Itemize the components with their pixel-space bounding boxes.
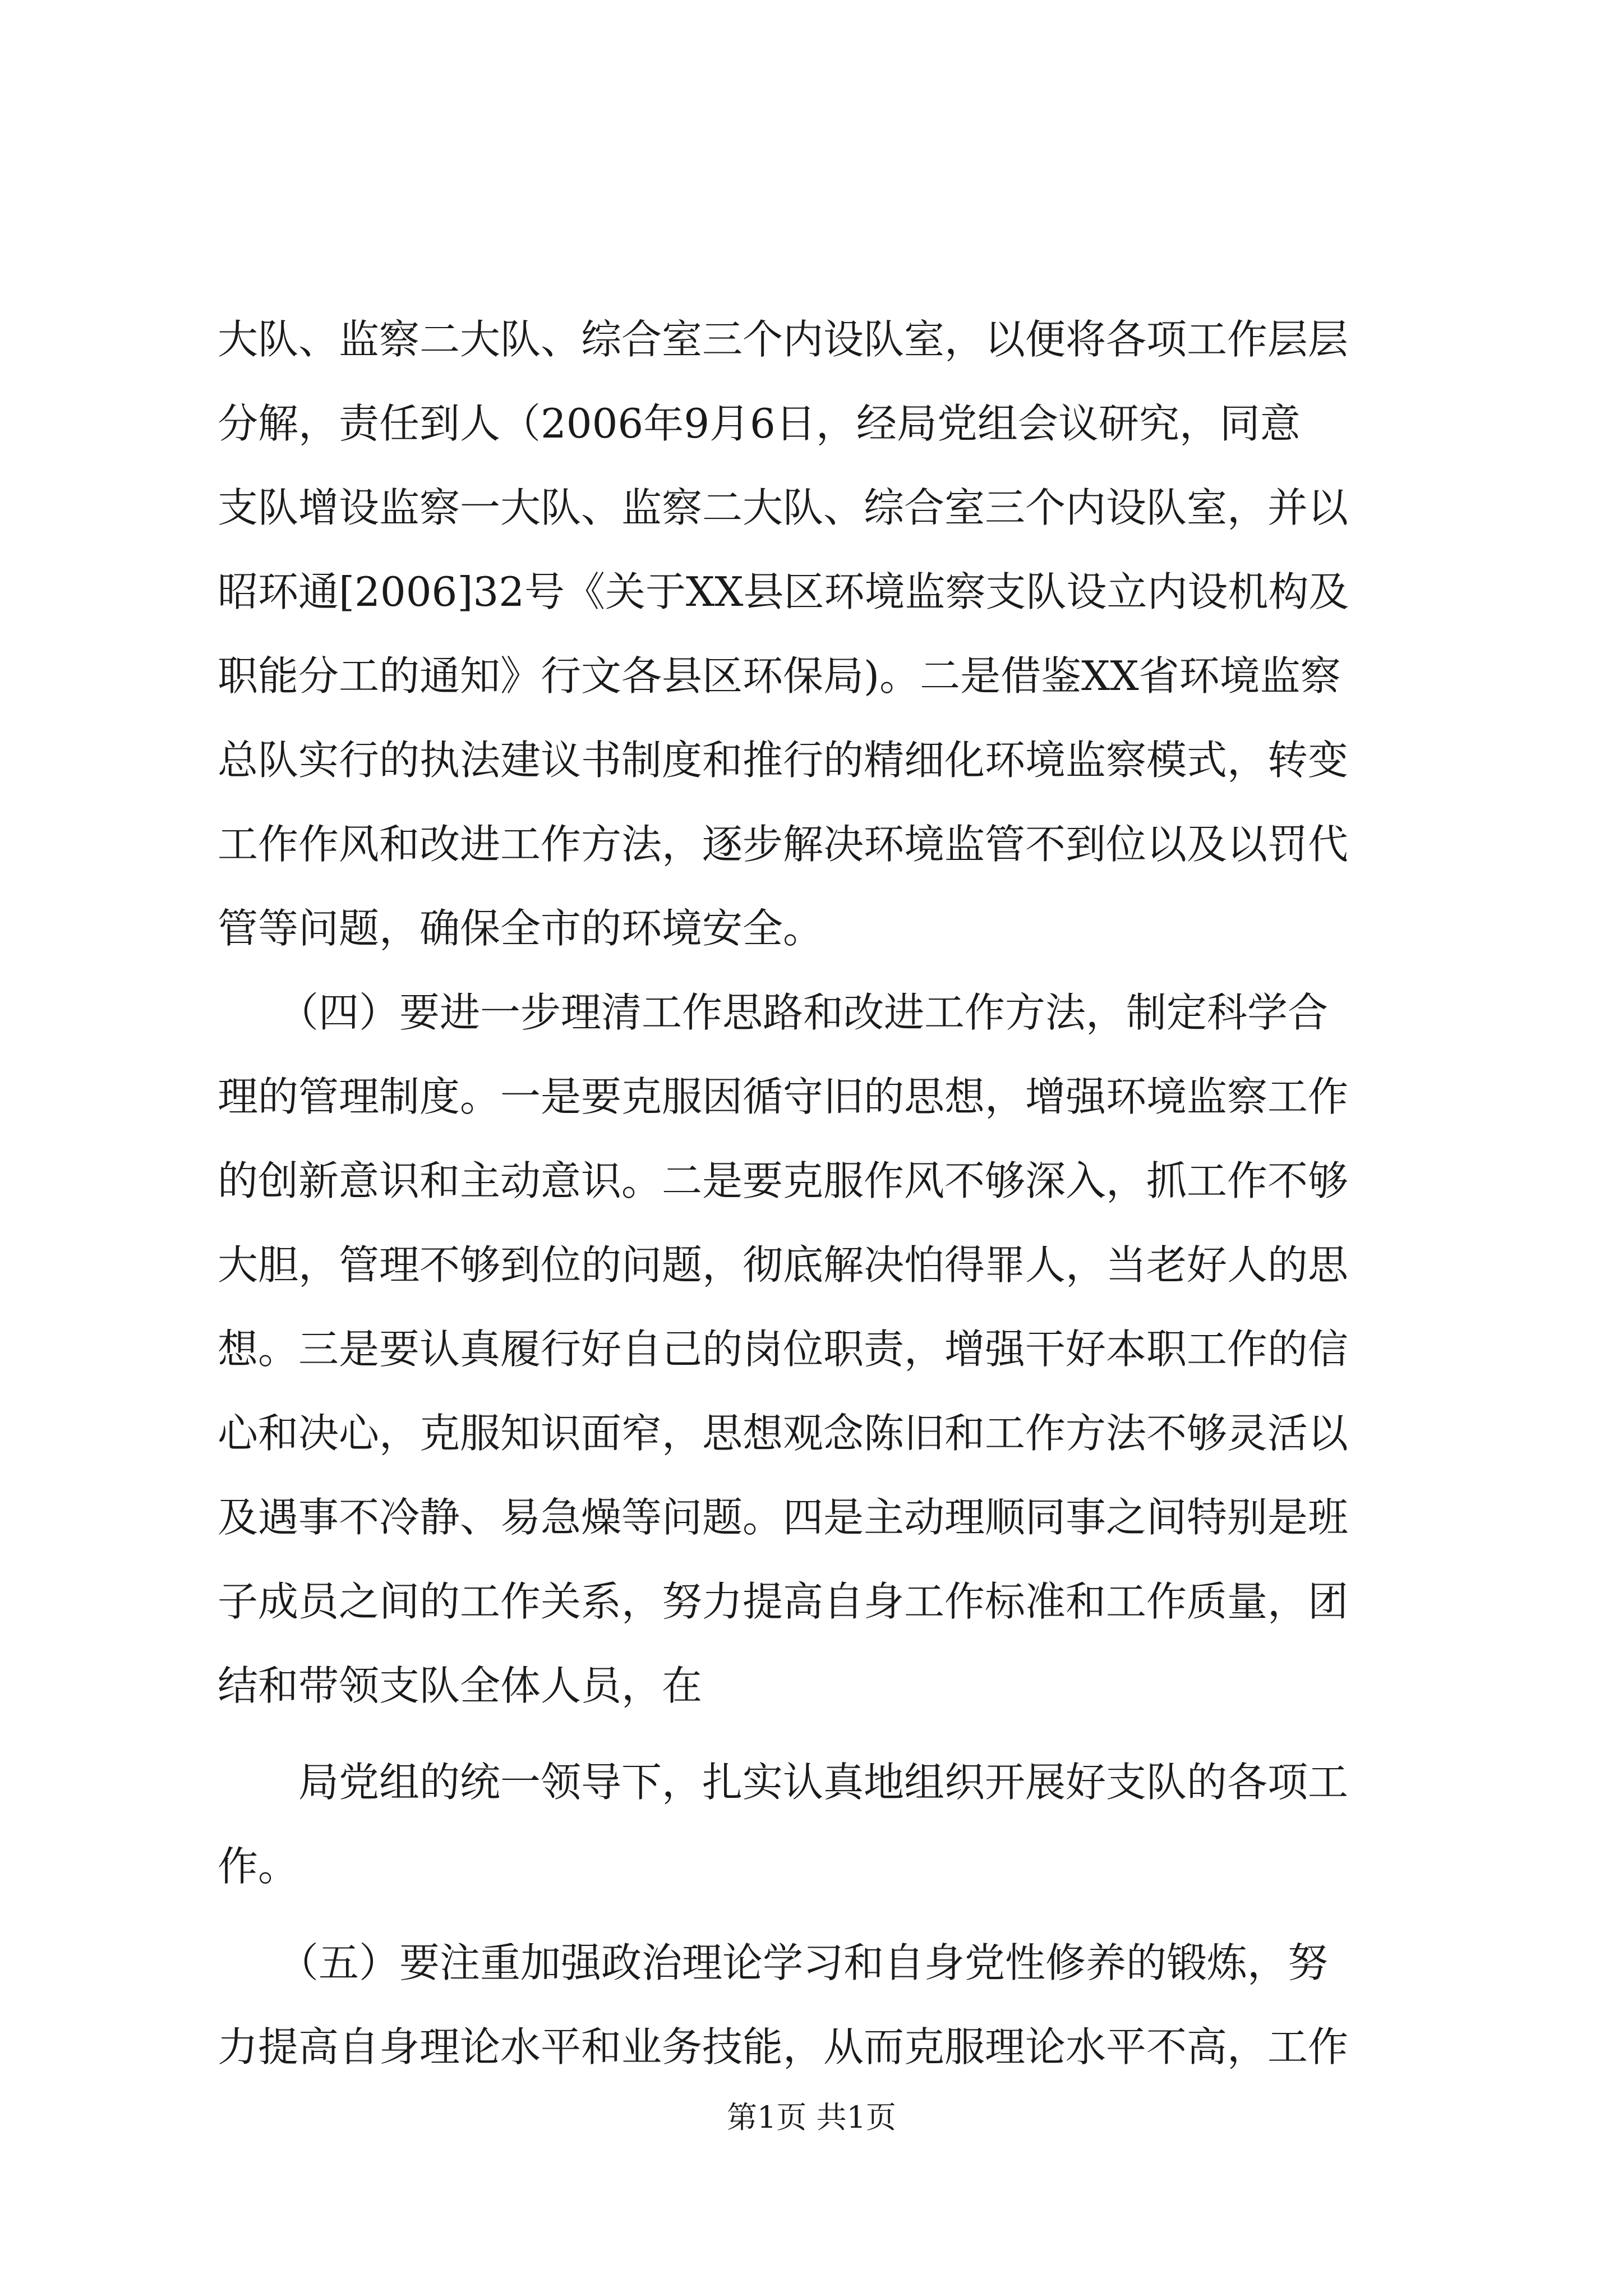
text-line: 结和带领支队全体人员，在 [218, 1662, 703, 1709]
page-number-label: 第1页 共1页 [727, 2100, 896, 2135]
text-line: 理的管理制度。一是要克服因循守旧的思想，增强环境监察工作 [218, 1073, 1349, 1120]
text-line: 昭环通[2006]32号《关于XX县区环境监察支队设立内设机构及 [218, 568, 1349, 615]
text-line: 职能分工的通知》行文各县区环保局)。二是借鉴XX省环境监察 [218, 652, 1341, 700]
text-line: 力提高自身理论水平和业务技能，从而克服理论水平不高，工作 [218, 2023, 1349, 2070]
text-line: 作。 [218, 1843, 299, 1890]
text-line: 心和决心，克服知识面窄，思想观念陈旧和工作方法不够灵活以 [218, 1410, 1349, 1457]
paragraph-start-line: 局党组的统一领导下，扎实认真地组织开展好支队的各项工 [298, 1759, 1349, 1806]
text-line: 工作作风和改进工作方法，逐步解决环境监管不到位以及以罚代 [218, 821, 1349, 868]
paragraph-start-line: （五）要注重加强政治理论学习和自身党性修养的锻炼，努 [278, 1939, 1329, 1986]
text-line: 子成员之间的工作关系，努力提高自身工作标准和工作质量，团 [218, 1578, 1349, 1625]
text-line: 的创新意识和主动意识。二是要克服作风不够深入，抓工作不够 [218, 1157, 1349, 1204]
text-line: 分解，责任到人（2006年9月6日，经局党组会议研究，同意 [218, 400, 1301, 447]
text-line: 大胆，管理不够到位的问题，彻底解决怕得罪人，当老好人的思 [218, 1241, 1349, 1289]
text-line: 想。三是要认真履行好自己的岗位职责，增强干好本职工作的信 [218, 1326, 1349, 1373]
text-line: 及遇事不冷静、易急燥等问题。四是主动理顺同事之间特别是班 [218, 1494, 1349, 1541]
text-line: 大队、监察二大队、综合室三个内设队室，以便将各项工作层层 [218, 316, 1349, 363]
paragraph-start-line: （四）要进一步理清工作思路和改进工作方法，制定科学合 [278, 989, 1329, 1036]
text-line: 管等问题，确保全市的环境安全。 [218, 905, 824, 952]
document-body [218, 297, 1429, 2089]
text-line: 总队实行的执法建议书制度和推行的精细化环境监察模式，转变 [218, 737, 1349, 784]
text-line: 支队增设监察一大队、监察二大队、综合室三个内设队室，并以 [218, 484, 1349, 531]
page-footer [0, 2098, 1623, 2137]
